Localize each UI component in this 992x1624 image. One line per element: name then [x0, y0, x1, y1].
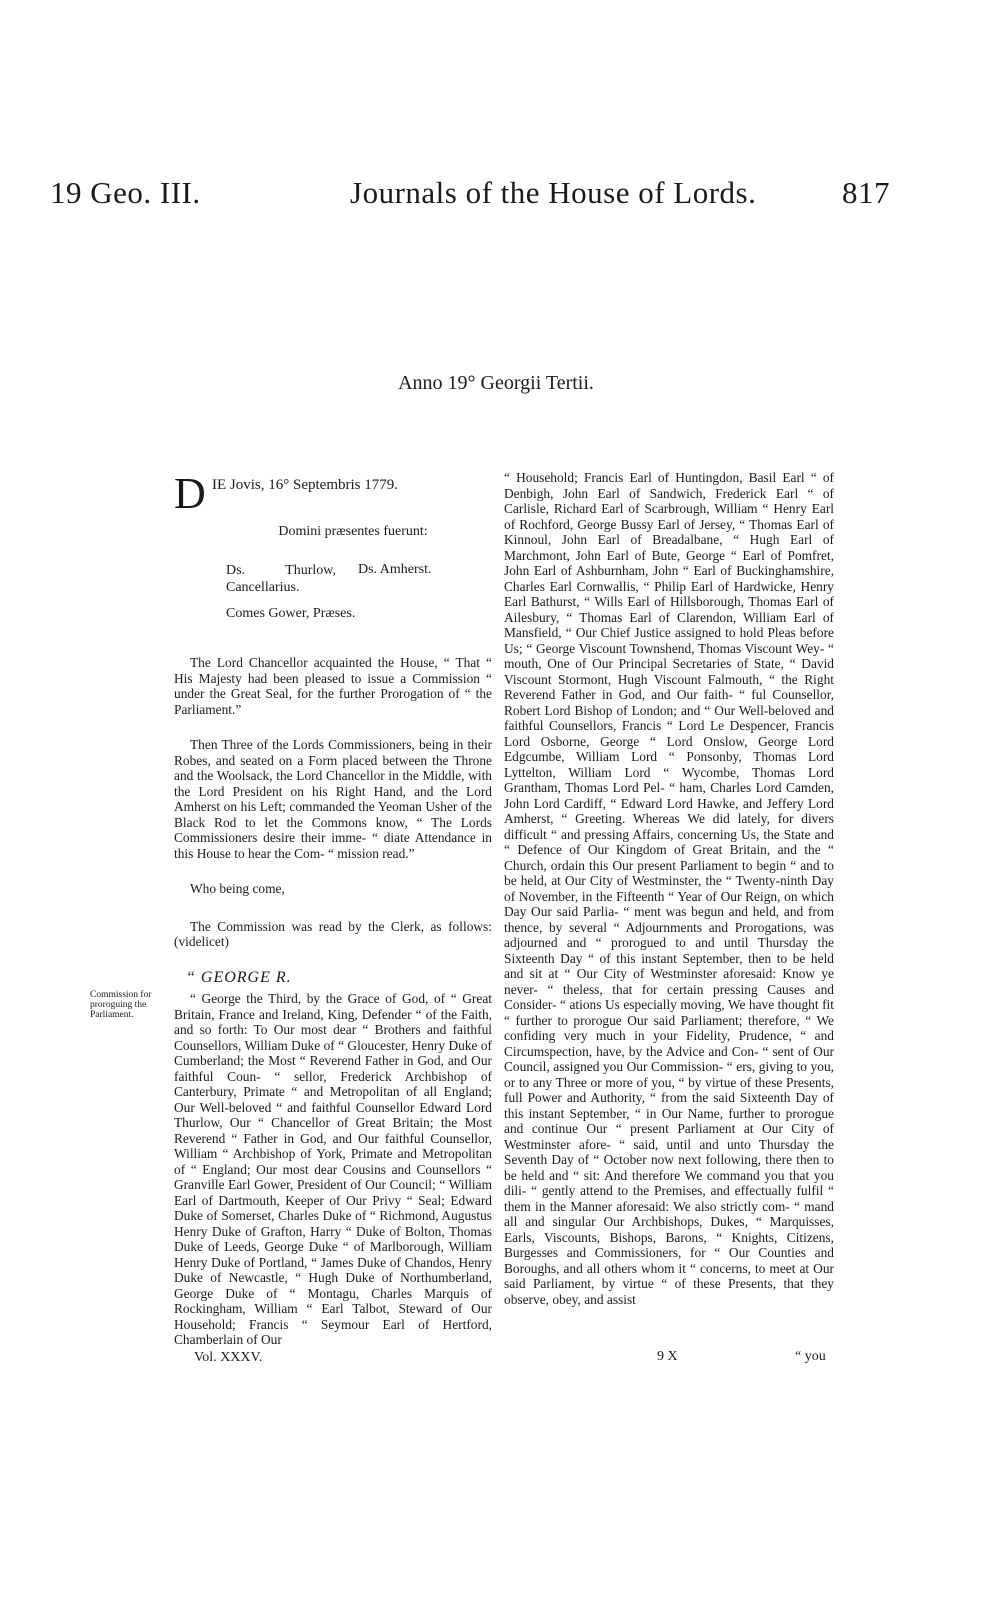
paragraph-commission-read: The Commission was read by the Clerk, as follows: (videlicet) — [174, 918, 492, 949]
signature-mark: 9 X — [657, 1349, 678, 1364]
commission-text-left: “ George the Third, by the Grace of God, of “ Great Britain, France and Ireland, King, Defender “ of the Faith, and so forth: To Our most dear “ Brothers and faithful Counsellors, William Duke of “ Gloucester, Henry Duke of Cumberland; the Most “ Reverend Father in God, and Our faithful Coun- “ sellor, Frederick Archbishop of Canterbury, Primate “ and Metropolitan of all England; Our Well-beloved “ and faithful Counsellor Edward Lord Thurlow, Our “ Chancellor of Great Britain; the Most Reverend “ Father in God, and Our faithful Counsellor, William “ Archbishop of York, Primate and Metropolitan of “ England; Our most dear Cousins and Counsellors “ Granville Earl Gower, President of Our Council; “ William Earl of Dartmouth, Keeper of Our Privy “ Seal; Edward Duke of Somerset, Charles Duke of “ Richmond, Augustus Henry Duke of Grafton, Harry “ Duke of Bolton, Thomas Duke of Leeds, George Duke “ of Marlborough, William Henry Duke of Portland, “ James Duke of Chandos, Henry Duke of Newcastle, “ Hugh Duke of Northumberland, George Duke of “ Montagu, Charles Marquis of Rockingham, William “ Earl Talbot, Steward of Our Household; Francis “ Seymour Earl of Hertford, Chamberlain of Our — [174, 991, 492, 1347]
commission-text-right: “ Household; Francis Earl of Huntingdon, Basil Earl “ of Denbigh, John Earl of Sandwich, Frederick Earl “ of Carlisle, Richard Earl of Scarbrough, William “ Henry Earl of Rochford, George Bussy Earl of Jersey, “ Thomas Earl of Kinnoul, John Earl of Breadalbane, “ Hugh Earl of Marchmont, John Earl of Bute, George “ Earl of Pomfret, John Earl of Ashburnham, John “ Earl of Buckinghamshire, Charles Earl Cornwallis, “ Philip Earl of Hardwicke, Henry Earl Bathurst, “ Wills Earl of Hillsborough, Thomas Earl of Ailesbury, “ Thomas Earl of Clarendon, William Earl of Mansfield, “ Our Chief Justice assigned to hold Pleas before Us; “ George Viscount Townshend, Thomas Viscount Wey- “ mouth, One of Our Principal Secretaries of State, “ David Viscount Stormont, Hugh Viscount Falmouth, “ the Right Reverend Father in God, and Our faith- “ ful Counsellor, Robert Lord Bishop of London; and “ Our Well-beloved and faithful Counsellors, Francis “ Lord Le Despencer, Francis Lord Osborne, George “ Lord Onslow, George Lord Edgcumbe, William Lord “ Ponsonby, Thomas Lord Lyttelton, William Lord “ Wycombe, Thomas Lord Grantham, Thomas Lord Pel- “ ham, Charles Lord Camden, John Lord Cardiff, “ Edward Lord Hawke, and Jeffery Lord Amherst, “ Greeting. Whereas We did lately, for divers difficult “ and pressing Affairs, concerning Us, the State and “ Defence of Our Kingdom of Great Britain, and the “ Church, ordain this Our present Parliament to begin “ and to be held, at Our City of Westminster, the “ Twenty-ninth Day of November, in the Fifteenth “ Year of Our Reign, on which Day Our said Parlia- “ ment was begun and held, and from thence, by several “ Adjournments and Prorogations, was adjourned and “ prorogued to and until Thursday the Sixteenth Day “ of this instant September, then to be held and sit at “ Our City of Westminster aforesaid: Know ye never- “ theless, that for certain pressing Causes and Consider- “ ations Us especially moving, We have thought fit “ further to prorogue Our said Parliament; therefore, “ We confiding very much in your Fidelity, Prudence, “ and Circumspection, have, by the Advice and Con- “ sent of Our Council, assigned you Our Commission- “ ers, giving to you, or to any Three or more of you, “ by virtue of these Presents, full Power and Authority, “ from the said Sixteenth Day of this instant September, “ in Our Name, further to prorogue and continue Our “ present Parliament at Our City of Westminster afore- “ said, until and unto Thursday the Seventh Day of “ October now next following, there then to be held and “ sit: And therefore We command you that you dili- “ gently attend to the Premises, and effectually fulfil “ them in the Manner aforesaid: We also strictly com- “ mand all and singular Our Archbishops, Dukes, “ Marquisses, Earls, Viscounts, Bishops, Barons, “ Knights, Citizens, Burgesses and Commissioners, for “ Our Counties and Boroughs, and all others whom it “ concerns, to meet at Our said Parliament, by virtue “ of these Presents, that they observe, obey, and assist — [504, 470, 834, 1307]
paragraph-who-being-come: Who being come, — [190, 881, 285, 896]
margin-note: Commission for proroguing the Parliament. — [90, 990, 152, 1020]
page-number: 817 — [842, 175, 890, 210]
drop-cap: D — [174, 469, 206, 518]
dateline-text: IE Jovis, 16° Septembris 1779. — [212, 477, 398, 493]
running-head-title: Journals of the House of Lords. — [350, 175, 757, 210]
right-column — [504, 470, 834, 1307]
dateline — [174, 469, 492, 518]
lord-present-chancellor: Ds. Thurlow, Cancellarius. — [226, 562, 336, 595]
commission-signature: “ GEORGE R. — [186, 968, 292, 986]
session-title: Anno 19° Georgii Tertii. — [398, 372, 594, 394]
lords-present-row — [174, 562, 492, 598]
lord-present-amherst: Ds. Amherst. — [358, 561, 432, 577]
running-head-regnal-year: 19 Geo. III. — [50, 175, 201, 210]
lord-present-president: Comes Gower, Præses. — [226, 605, 356, 621]
volume-number: Vol. XXXV. — [194, 1349, 263, 1365]
paragraph-chancellor-acquainted: The Lord Chancellor acquainted the House, “ That “ His Majesty had been pleased to issue a Commission “ under the Great Seal, for the further Prorogation of “ the Parliament.” — [174, 655, 492, 717]
left-column — [174, 469, 492, 1365]
catchword: “ you — [795, 1349, 826, 1364]
present-heading: Domini præsentes fuerunt: — [278, 524, 428, 539]
paragraph-commissioners-seated: Then Three of the Lords Commissioners, being in their Robes, and seated on a Form placed between the Throne and the Woolsack, the Lord Chancellor in the Middle, with the Lord President on his Right Hand, and the Lord Amherst on his Left; commanded the Yeoman Usher of the Black Rod to let the Commons know, “ The Lords Commissioners desire their imme- “ diate Attendance in this House to hear the Com- “ mission read.” — [174, 737, 492, 861]
